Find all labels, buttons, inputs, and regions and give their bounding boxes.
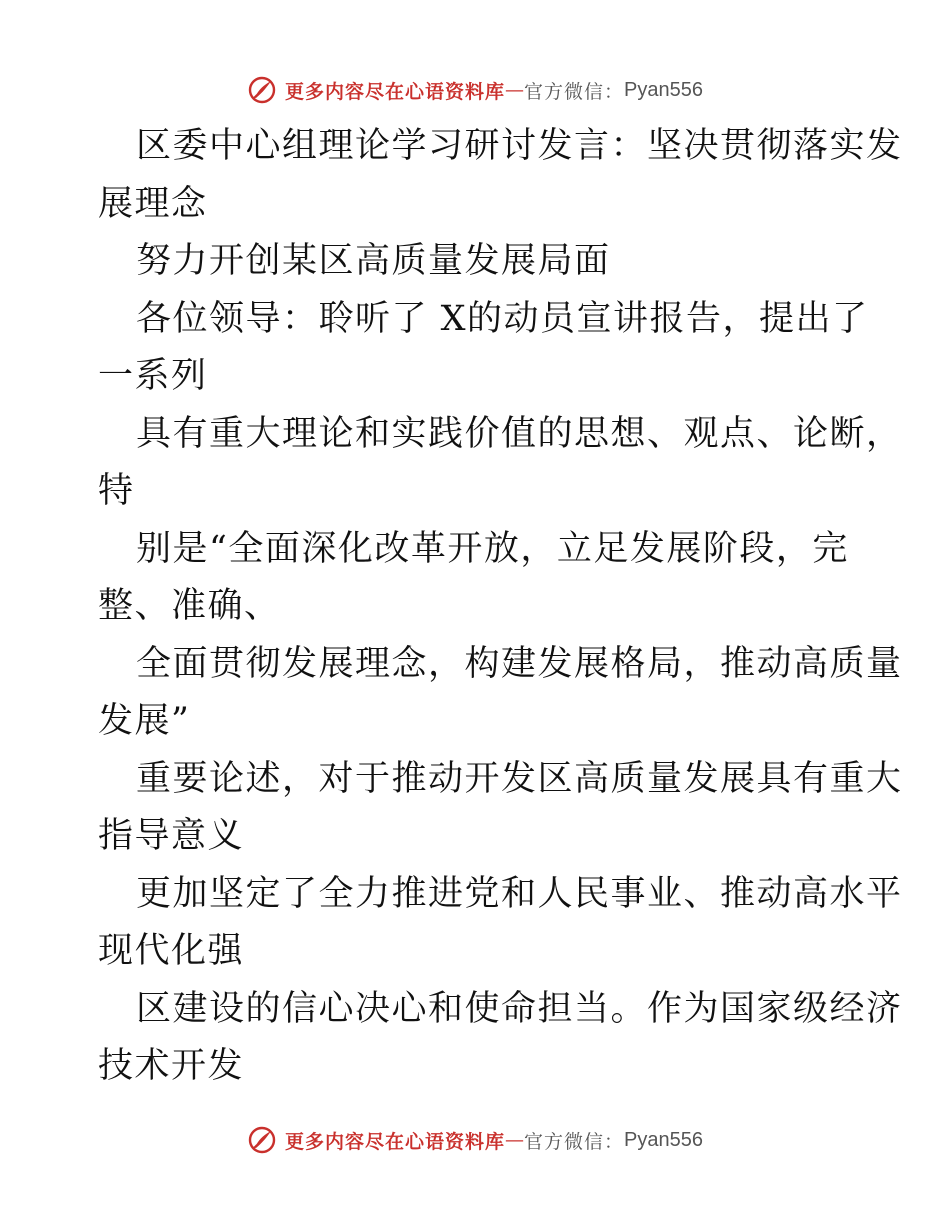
document-line: 区建设的信心决心和使命担当。作为国家级经济 [136, 988, 903, 1029]
document-line: 区委中心组理论学习研讨发言：坚决贯彻落实发 [136, 126, 903, 166]
watermark-main-text: 更多内容尽在心语资料库 [285, 1130, 506, 1153]
watermark-separator: — [505, 1129, 525, 1151]
document-line: 指导意义 [98, 816, 245, 856]
document-line: 展理念 [98, 183, 208, 224]
document-line: 努力开创某区高质量发展局面 [136, 241, 611, 281]
watermark-handle: Pyan556 [624, 78, 703, 101]
document-line: 技术开发 [98, 1046, 245, 1086]
document-line: 特 [98, 471, 135, 511]
document-line: 发展” [98, 701, 191, 741]
document-line: 现代化强 [98, 931, 245, 971]
watermark-wechat-label: 官方微信： [524, 1130, 625, 1153]
document-line: 重要论述，对于推动开发区高质量发展具有重大 [136, 758, 903, 799]
document-line: 整、准确、 [98, 586, 281, 626]
watermark-separator: — [505, 79, 525, 101]
document-line: 更加坚定了全力推进党和人民事业、推动高水平 [136, 873, 903, 914]
watermark-main-text: 更多内容尽在心语资料库 [285, 80, 506, 103]
header-watermark [0, 70, 950, 110]
document-line: 别是“全面深化改革开放，立足发展阶段，完 [136, 528, 849, 569]
footer-watermark [0, 1120, 950, 1160]
document-line: 一系列 [98, 356, 208, 396]
quill-seal-icon [247, 1125, 277, 1155]
watermark-handle: Pyan556 [624, 1128, 703, 1151]
watermark-wechat-label: 官方微信： [524, 80, 625, 103]
document-line: 具有重大理论和实践价值的思想、观点、论断， [136, 413, 903, 454]
document-line: 全面贯彻发展理念，构建发展格局，推动高质量 [136, 643, 903, 684]
quill-seal-icon [247, 75, 277, 105]
document-body [98, 118, 903, 1096]
document-line: 各位领导：聆听了 X的动员宣讲报告，提出了 [136, 298, 869, 339]
